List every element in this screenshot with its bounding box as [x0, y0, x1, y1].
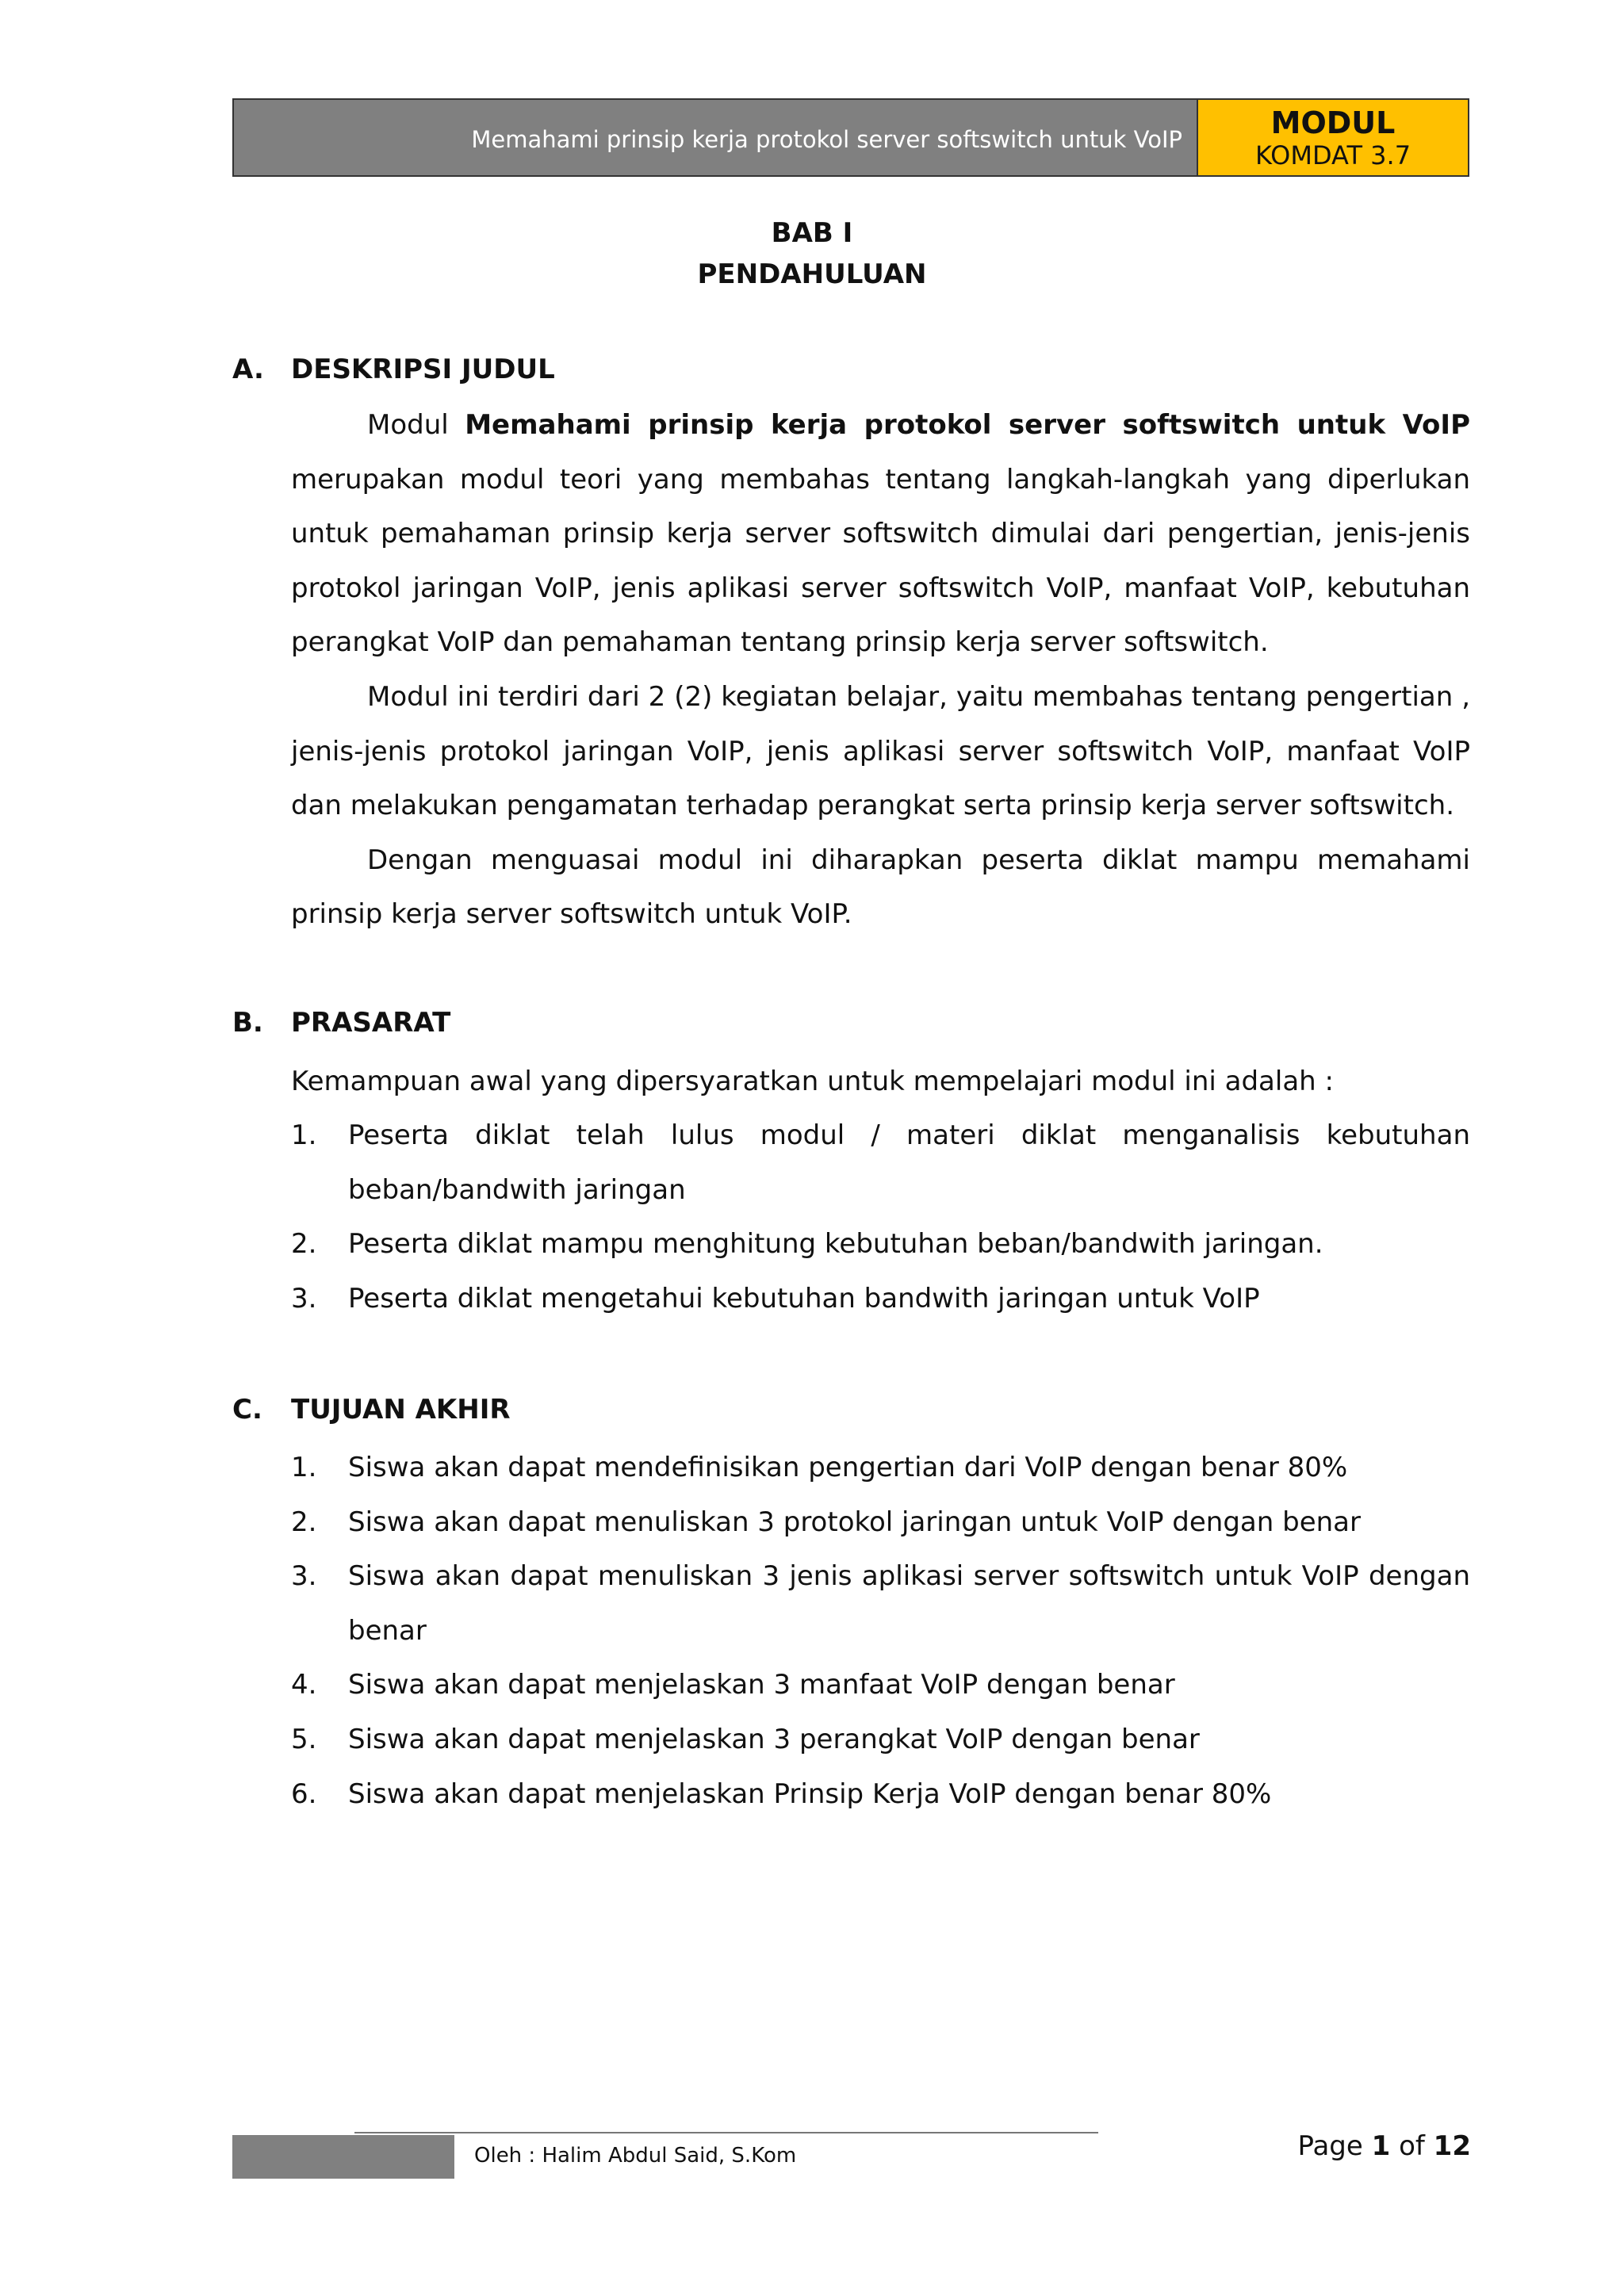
- objective-list: [291, 1441, 1470, 1821]
- list-number: 1.: [291, 1119, 317, 1151]
- chapter-number: BAB I: [771, 217, 853, 249]
- section-b-intro: Kemampuan awal yang dipersyaratkan untuk mempelajari modul ini adalah :: [291, 1066, 1334, 1097]
- modul-label: MODUL: [1270, 105, 1396, 140]
- paragraph: Dengan menguasai modul ini diharapkan peserta diklat mampu memahami prinsip kerja server softswitch untuk VoIP.: [291, 844, 1470, 931]
- section-letter: C.: [232, 1394, 262, 1425]
- list-number: 2.: [291, 1506, 317, 1538]
- footer-author: Oleh : Halim Abdul Said, S.Kom: [474, 2144, 797, 2168]
- list-number: 2.: [291, 1228, 317, 1261]
- page-current: 1: [1371, 2130, 1391, 2162]
- page-prefix: Page: [1297, 2130, 1372, 2162]
- list-text: Siswa akan dapat menuliskan 3 jenis aplikasi server softswitch untuk VoIP dengan benar: [348, 1560, 1470, 1647]
- komdat-label: KOMDAT 3.7: [1254, 140, 1411, 170]
- list-text: Siswa akan dapat menjelaskan 3 manfaat VoIP dengan benar: [348, 1669, 1175, 1701]
- section-a-body: [291, 398, 1470, 942]
- page-header: [232, 98, 1469, 177]
- footer-gray-block: [232, 2135, 454, 2179]
- list-item: [291, 1108, 1470, 1217]
- list-number: 1.: [291, 1452, 317, 1483]
- section-title: TUJUAN AKHIR: [291, 1394, 511, 1425]
- list-text: Peserta diklat telah lulus modul / materi diklat menganalisis kebutuhan beban/bandwith jaringan: [348, 1119, 1470, 1206]
- list-text: Siswa akan dapat menjelaskan 3 perangkat VoIP dengan benar: [348, 1723, 1200, 1755]
- list-number: 3.: [291, 1282, 317, 1314]
- list-item: [291, 1272, 1470, 1326]
- list-number: 3.: [291, 1560, 317, 1593]
- section-letter: A.: [232, 354, 264, 385]
- modul-badge: [1197, 100, 1468, 175]
- chapter-title: PENDAHULUAN: [697, 258, 927, 290]
- section-c-heading: [232, 1394, 511, 1425]
- section-title: PRASARAT: [291, 1007, 451, 1039]
- paragraph: Modul ini terdiri dari 2 (2) kegiatan belajar, yaitu membahas tentang pengertian , jenis-jenis protokol jaringan VoIP, jenis aplikasi server softswitch VoIP, manfaat VoIP dan melakukan pengamatan terhadap perangkat serta prinsip kerja server softswitch.: [291, 680, 1470, 822]
- header-title-box: [234, 100, 1197, 175]
- list-text: Peserta diklat mampu menghitung kebutuhan beban/bandwith jaringan.: [348, 1228, 1323, 1261]
- list-text: Siswa akan dapat menuliskan 3 protokol jaringan untuk VoIP dengan benar: [348, 1506, 1361, 1538]
- list-item: [291, 1767, 1470, 1822]
- list-item: [291, 1549, 1470, 1658]
- list-item: [291, 1658, 1470, 1712]
- paragraph: [291, 398, 1470, 670]
- list-text: Siswa akan dapat mendefinisikan pengertian dari VoIP dengan benar 80%: [348, 1452, 1348, 1483]
- prerequisite-list: [291, 1108, 1470, 1326]
- list-item: [291, 1495, 1470, 1550]
- list-text: Siswa akan dapat menjelaskan Prinsip Kerja VoIP dengan benar 80%: [348, 1777, 1272, 1810]
- list-item: [291, 1217, 1470, 1272]
- paragraph-text: Modul: [367, 409, 465, 441]
- list-number: 6.: [291, 1777, 317, 1810]
- module-title-bold: Memahami prinsip kerja protokol server softswitch untuk VoIP: [465, 409, 1470, 441]
- list-text: Peserta diklat mengetahui kebutuhan bandwith jaringan untuk VoIP: [348, 1282, 1260, 1314]
- page-total: 12: [1433, 2130, 1471, 2162]
- list-number: 4.: [291, 1669, 317, 1701]
- section-title: DESKRIPSI JUDUL: [291, 354, 555, 385]
- page-number: [1297, 2130, 1471, 2162]
- section-a-heading: [232, 354, 555, 385]
- header-title: Memahami prinsip kerja protokol server softswitch untuk VoIP: [471, 126, 1182, 153]
- paragraph-text: merupakan modul teori yang membahas tentang langkah-langkah yang diperlukan untuk pemahaman prinsip kerja server softswitch dimulai dari pengertian, jenis-jenis protokol jaringan VoIP, jenis aplikasi server softswitch VoIP, manfaat VoIP, kebutuhan perangkat VoIP dan pemahaman tentang prinsip kerja server softswitch.: [291, 463, 1470, 659]
- list-number: 5.: [291, 1723, 317, 1755]
- list-item: [291, 1712, 1470, 1767]
- page-of: of: [1390, 2130, 1434, 2162]
- section-letter: B.: [232, 1007, 263, 1039]
- chapter-heading: [0, 216, 1624, 292]
- footer-divider: [354, 2132, 1098, 2133]
- section-b-heading: [232, 1007, 450, 1039]
- list-item: [291, 1441, 1470, 1495]
